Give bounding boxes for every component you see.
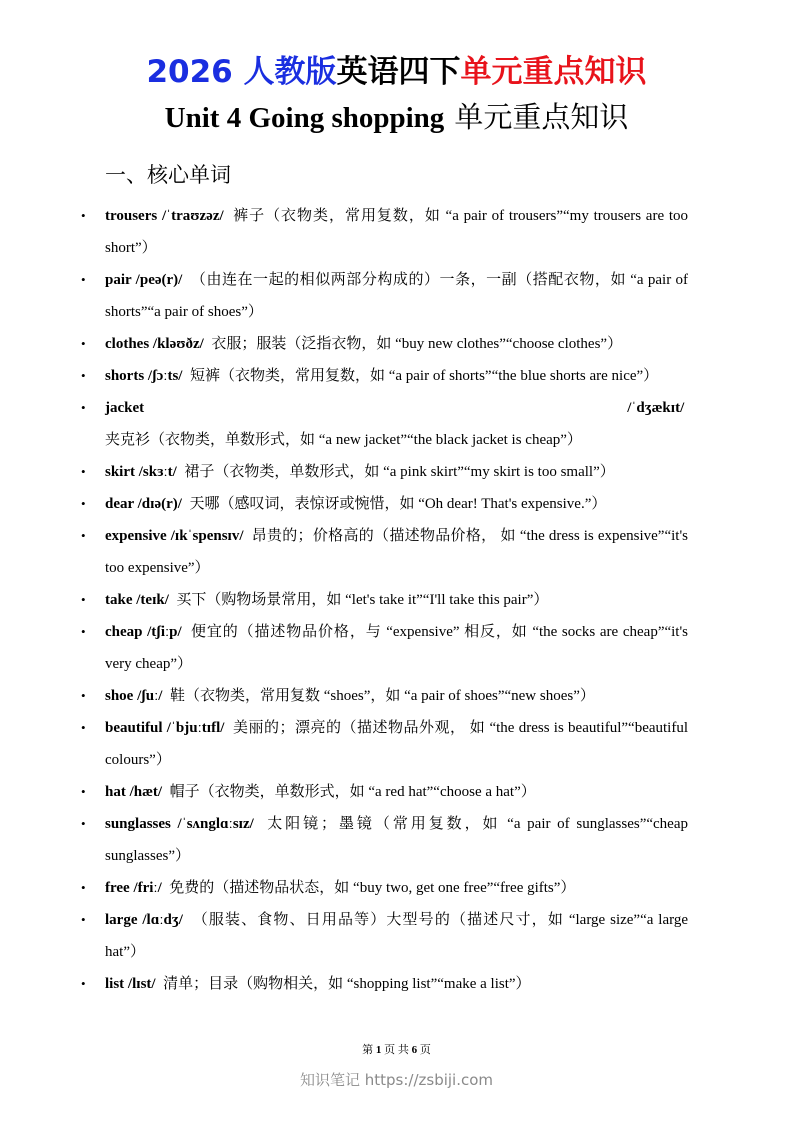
vocabulary-list	[0, 200, 688, 1000]
page-number	[0, 1042, 793, 1058]
bullet-icon: •	[81, 208, 86, 223]
vocab-word: pair /peə(r)/	[105, 272, 183, 288]
vocab-definition: 衣服；服装（泛指衣物，如 “buy new clothes”“choose clothes”）	[211, 336, 623, 352]
vocab-word: clothes /kləʊðz/	[105, 336, 204, 352]
bullet-icon: •	[81, 272, 86, 287]
bullet-icon: •	[81, 816, 86, 831]
vocab-word: dear /dɪə(r)/	[105, 496, 182, 512]
vocab-item	[81, 776, 688, 808]
vocab-word: large /lɑːdʒ/	[105, 912, 183, 928]
vocab-definition: 夹克衫（衣物类，单数形式，如 “a new jacket”“the black jacket is cheap”）	[105, 432, 582, 448]
vocab-item	[81, 200, 689, 264]
banner-title-part3: 单元重点知识	[460, 54, 647, 90]
bullet-icon: •	[81, 400, 86, 415]
bullet-icon: •	[81, 624, 86, 639]
bullet-icon: •	[81, 688, 86, 703]
vocab-item	[81, 584, 688, 616]
vocab-word: hat /hæt/	[105, 784, 163, 800]
vocab-definition: 美丽的；漂亮的（描述物品外观， 如 “the dress is beautiful”“beautiful colours”）	[105, 720, 689, 768]
vocab-item	[81, 808, 688, 872]
vocab-item	[81, 680, 688, 712]
bullet-icon: •	[81, 784, 86, 799]
vocab-word: jacket /ˈdʒækɪt/	[105, 400, 685, 416]
vocab-item	[81, 456, 688, 488]
vocab-definition: 鞋（衣物类，常用复数 “shoes”，如 “a pair of shoes”“new shoes”）	[169, 688, 595, 704]
unit-title-english: Unit 4 Going shopping	[164, 102, 445, 134]
page-number-current: 1	[375, 1044, 382, 1056]
bullet-icon: •	[81, 368, 86, 383]
vocab-definition: 天哪（感叹词，表惊讶或惋惜，如 “Oh dear! That's expensive.”）	[189, 496, 607, 512]
bullet-icon: •	[81, 464, 86, 479]
vocab-word: shoe /ʃuː/	[105, 688, 163, 704]
unit-title	[0, 98, 793, 138]
bullet-icon: •	[81, 496, 86, 511]
banner-title	[0, 52, 793, 92]
bullet-icon: •	[81, 592, 86, 607]
page-number-total: 6	[411, 1044, 418, 1056]
banner-title-part2: 英语四下	[336, 54, 461, 90]
vocab-item	[81, 488, 688, 520]
vocab-item	[81, 392, 688, 456]
vocab-definition: 免费的（描述物品状态，如 “buy two, get one free”“free gifts”）	[169, 880, 576, 896]
vocab-item	[81, 872, 688, 904]
vocab-definition: 帽子（衣物类，单数形式，如 “a red hat”“choose a hat”）	[169, 784, 536, 800]
vocab-definition: 裤子（衣物类，常用复数，如 “a pair of trousers”“my trousers are too short”）	[105, 208, 689, 256]
unit-title-chinese: 单元重点知识	[454, 102, 629, 134]
vocab-item	[81, 968, 688, 1000]
vocab-item	[81, 904, 689, 968]
vocab-definition: 昂贵的；价格高的（描述物品价格， 如 “the dress is expensive”“it's too expensive”）	[105, 528, 688, 576]
page-number-prefix: 第	[362, 1044, 374, 1056]
bullet-icon: •	[81, 720, 86, 735]
page-number-suffix: 页	[419, 1044, 431, 1056]
vocab-word: take /teɪk/	[105, 592, 169, 608]
vocab-definition: 裙子（衣物类，单数形式，如 “a pink skirt”“my skirt is too small”）	[184, 464, 615, 480]
vocab-word: shorts /ʃɔːts/	[105, 368, 183, 384]
vocab-definition: 清单；目录（购物相关，如 “shopping list”“make a list”）	[163, 976, 531, 992]
bullet-icon: •	[81, 912, 86, 927]
site-watermark: 知识笔记 https://zsbiji.com	[299, 1071, 494, 1089]
vocab-definition: 便宜的（描述物品价格，与 “expensive” 相反，如 “the socks are cheap”“it's very cheap”）	[105, 624, 689, 672]
bullet-icon: •	[81, 976, 86, 991]
vocab-definition: （由连在一起的相似两部分构成的）一条，一副（搭配衣物，如 “a pair of shorts”“a pair of shoes”）	[105, 272, 688, 320]
vocab-item	[81, 712, 689, 776]
vocab-item	[81, 616, 689, 680]
bullet-icon: •	[81, 880, 86, 895]
vocab-word: trousers /ˈtraʊzəz/	[105, 208, 224, 224]
banner-title-part1: 2026 人教版	[146, 54, 337, 90]
vocab-definition: 买下（购物场景常用，如 “let's take it”“I'll take this pair”）	[176, 592, 549, 608]
vocab-word: skirt /skɜːt/	[105, 464, 177, 480]
page-number-middle: 页 共	[384, 1044, 409, 1056]
vocab-definition: （服装、食物、日用品等）大型号的（描述尺寸，如 “large size”“a large hat”）	[105, 912, 689, 960]
section-heading: 一、核心单词	[105, 163, 231, 187]
vocab-item	[81, 328, 688, 360]
vocab-word: free /friː/	[105, 880, 162, 896]
vocab-word: beautiful /ˈbjuːtɪfl/	[105, 720, 225, 736]
vocab-item	[81, 264, 688, 328]
vocab-word: cheap /tʃiːp/	[105, 624, 182, 640]
bullet-icon: •	[81, 528, 86, 543]
vocab-definition: 短裤（衣物类，常用复数，如 “a pair of shorts”“the blue shorts are nice”）	[189, 368, 659, 384]
vocab-item	[81, 520, 688, 584]
vocab-word: expensive /ɪkˈspensɪv/	[105, 528, 244, 544]
vocab-word: sunglasses /ˈsʌnglɑːsɪz/	[105, 816, 254, 832]
vocab-item	[81, 360, 688, 392]
vocab-definition: 太阳镜；墨镜（常用复数，如 “a pair of sunglasses”“cheap sunglasses”）	[105, 816, 688, 864]
bullet-icon: •	[81, 336, 86, 351]
vocab-word: list /lɪst/	[105, 976, 156, 992]
